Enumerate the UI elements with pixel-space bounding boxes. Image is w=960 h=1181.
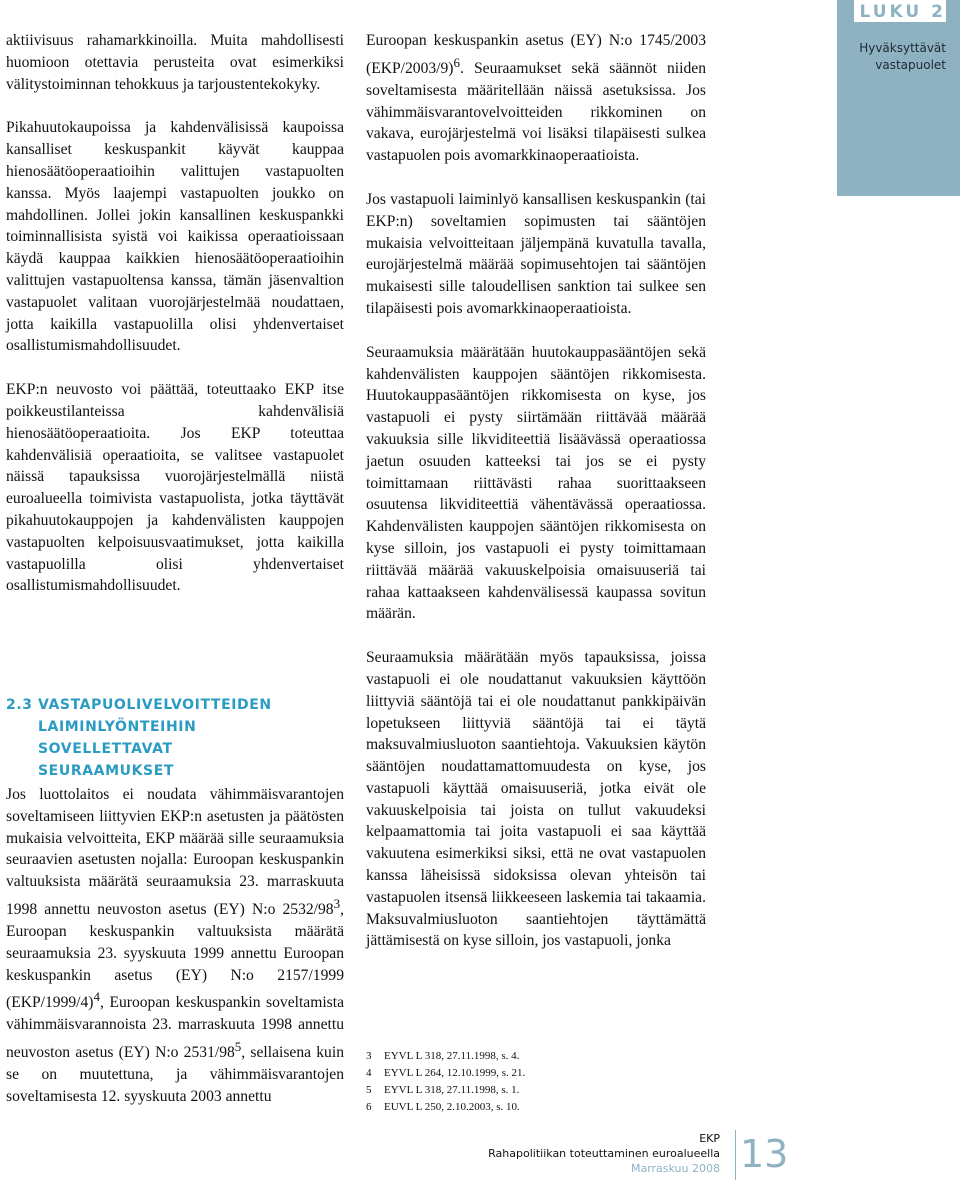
section-heading (6, 694, 336, 782)
left-column (6, 30, 344, 619)
footnote-number: 4 (366, 1067, 372, 1079)
chapter-title (859, 40, 946, 74)
section-heading-line: LAIMINLYÖNTEIHIN SOVELLETTAVAT (38, 719, 197, 757)
footnote-ref[interactable]: 6 (453, 54, 460, 70)
footnote (366, 1099, 706, 1116)
section-number: 2.3 (6, 697, 33, 713)
right-column (366, 30, 706, 974)
page-footer (488, 1131, 720, 1176)
body-text: Jos luottolaitos ei noudata vähimmäisvarantojen soveltamiseen liittyvien EKP:n asetusten ja päätösten mukaisia velvoitteita, EKP määrää sille seuraamuksia seuraavien asetusten nojalla: Euroopan keskuspankin valtuuksista määrätä seuraamuksia 23. marraskuuta 1998 annettu neuvoston asetus (EY) N:o 2532/98 (6, 786, 344, 919)
paragraph: EKP:n neuvosto voi päättää, toteuttaako EKP itse poikkeustilanteissa kahdenvälisiä hienosäätöoperaatioita. Jos EKP toteuttaa kahdenvälisiä operaatioita, se valitsee vastapuolet näissä tapauksissa vuorojärjestelmällä niistä euroalueella toimivista vastapuolista, jotka täyttävät pikahuutokauppojen ja kahdenvälisten kauppojen vastapuolten kelpoisuusvaatimukset, jotta kaikilla vastapuolilla olisi yhdenvertaiset osallistumismahdollisuudet. (6, 381, 344, 595)
footnote-number: 5 (366, 1084, 372, 1096)
footnote-ref[interactable]: 5 (234, 1039, 242, 1055)
footer-publication-title: Rahapolitiikan toteuttaminen euroalueella (488, 1147, 720, 1160)
paragraph (366, 30, 706, 167)
paragraph: Seuraamuksia määrätään myös tapauksissa, joissa vastapuoli ei ole noudattanut vakuuksien käyttöön liittyviä sääntöjä tai ei ole noudattanut pankkipäivän lopetukseen liittyviä sääntöjä tai ei täytä maksuvalmiusluoton saantiehtoja. Vakuuksien käytön sääntöjen noudattamattomuudesta on kyse, jos vastapuoli käyttää omaisuuseriä, jotka eivät ole vakuuskelpoisia tai joista on tullut vakuudeksi kelpaamattomia tai joita vastapuoli ei saa käyttää vakuutena esimerkiksi siksi, että ne ovat vastapuolen kanssa läheisissä sidoksissa olevan yhteisön tai vastapuolen itsensä liikkeeseen laskemia tai takaamia. Maksuvalmiusluoton saantiehtojen täyttämättä jättämisestä on kyse silloin, jos vastapuoli, jonka (366, 649, 706, 950)
page-number: 13 (735, 1130, 788, 1180)
body-text: , Euroopan keskuspankin soveltamista vähimmäisvarannoista 23. marraskuuta 1998 annettu neuvoston asetus (EY) N:o 2531/98 (6, 994, 344, 1062)
paragraph: Jos vastapuoli laiminlyö kansallisen keskuspankin (tai EKP:n) soveltamien sopimusten tai sääntöjen mukaisia velvoitteitaan jäljempänä kuvatulla tavalla, eurojärjestelmä määrää sopimusehtojen tai sääntöjen mukaisesti sille taloudellisen sanktion tai sulkee sen tilapäisesti pois avomarkkinaoperaatioista. (366, 190, 706, 317)
body-text: Euroopan keskuspankin asetus (EY) N:o 1745/2003 (EKP/2003/9) (366, 32, 706, 77)
paragraph: Seuraamuksia määrätään huutokauppasääntöjen sekä kahdenvälisten kauppojen sääntöjen rikkomisesta. Huutokauppasääntöjen rikkomisesta on kyse, jos vastapuoli ei pysty siirtämään riittävää määrää vakuuksia sille likviditeettiä lisäävässä operaatiossa jaetun osuuden katteeksi tai jos se ei pysty toimittamaan riittävästi rahaa suorittaakseen osuutensa likviditeettiä vähentävässä operaatiossa. Kahdenvälisten kauppojen sääntöjen rikkomisesta on kyse silloin, jos vastapuoli ei pysty toimittamaan riittävää määrää vakuuskelpoisia omaisuuseriä tai rahaa kattaakseen kahdenvälisessä kaupassa sovitun määrän. (366, 343, 706, 623)
footnote-text: EUVL L 250, 2.10.2003, s. 10. (384, 1101, 520, 1113)
footnote-text: EYVL L 264, 12.10.1999, s. 21. (384, 1067, 526, 1079)
footer-date: Marraskuu 2008 (630, 1162, 720, 1175)
footnote-text: EYVL L 318, 27.11.1998, s. 4. (384, 1050, 520, 1062)
chapter-title-line: vastapuolet (875, 58, 946, 72)
chapter-title-line: Hyväksyttävät (859, 41, 946, 55)
body-text: . Seuraamukset sekä säännöt niiden soveltamisesta määritellään näissä asetuksissa. Jos vähimmäisvarantovelvoitteiden rikkominen on vakava, eurojärjestelmä voi lisäksi tilapäisesti sulkea vastapuolen pois avomarkkinaoperaatioista. (366, 59, 706, 165)
body-text: , sellaisena kuin se on muutettuna, ja vähimmäisvarantojen soveltamisesta 12. syyskuuta 2003 annettu (6, 1044, 344, 1105)
paragraph: aktiivisuus rahamarkkinoilla. Muita mahdollisesti huomioon otettavia perusteita ovat esimerkiksi välitystoiminnan tehokkuus ja tarjoustentekokyky. (6, 32, 344, 93)
footer-publisher: EKP (699, 1132, 720, 1145)
footnote (366, 1048, 706, 1065)
footnote-number: 6 (366, 1101, 372, 1113)
body-text: , Euroopan keskuspankin valtuuksista määrätä seuraamuksia 23. syyskuuta 1999 annettu Euroopan keskuspankin asetus (EY) N:o 2157/1999 (EKP/1999/4) (6, 901, 344, 1012)
section-body (6, 784, 344, 1108)
footnote-ref[interactable]: 3 (333, 895, 341, 911)
footnote-number: 3 (366, 1050, 372, 1062)
chapter-label: LUKU 2 (854, 0, 946, 22)
section-heading-line: SEURAAMUKSET (38, 763, 175, 779)
footnotes (366, 1048, 706, 1116)
paragraph: Pikahuutokaupoissa ja kahdenvälisissä kaupoissa kansalliset keskuspankit käyvät kauppaa hienosäätöoperaatioihin valittujen vastapuolten kanssa. Myös laajempi vastapuolten joukko on mahdollinen. Jollei jokin kansallinen keskuspankki toiminnallisista syistä voi kaikissa operaatioissaan käydä kauppaa kaikkien hienosäätöoperaatioihin valittujen vastapuoltensa kanssa, tämän jäsenvaltion vastapuolet valitaan vuorojärjestelmää noudattaen, jotta kaikilla vastapuolilla olisi yhdenvertaiset osallistumismahdollisuudet. (6, 119, 344, 355)
chapter-tab (837, 0, 960, 196)
footnote (366, 1065, 706, 1082)
footnote-text: EYVL L 318, 27.11.1998, s. 1. (384, 1084, 520, 1096)
footnote (366, 1082, 706, 1099)
section-heading-line: VASTAPUOLIVELVOITTEIDEN (38, 697, 272, 713)
footnote-ref[interactable]: 4 (93, 989, 100, 1005)
